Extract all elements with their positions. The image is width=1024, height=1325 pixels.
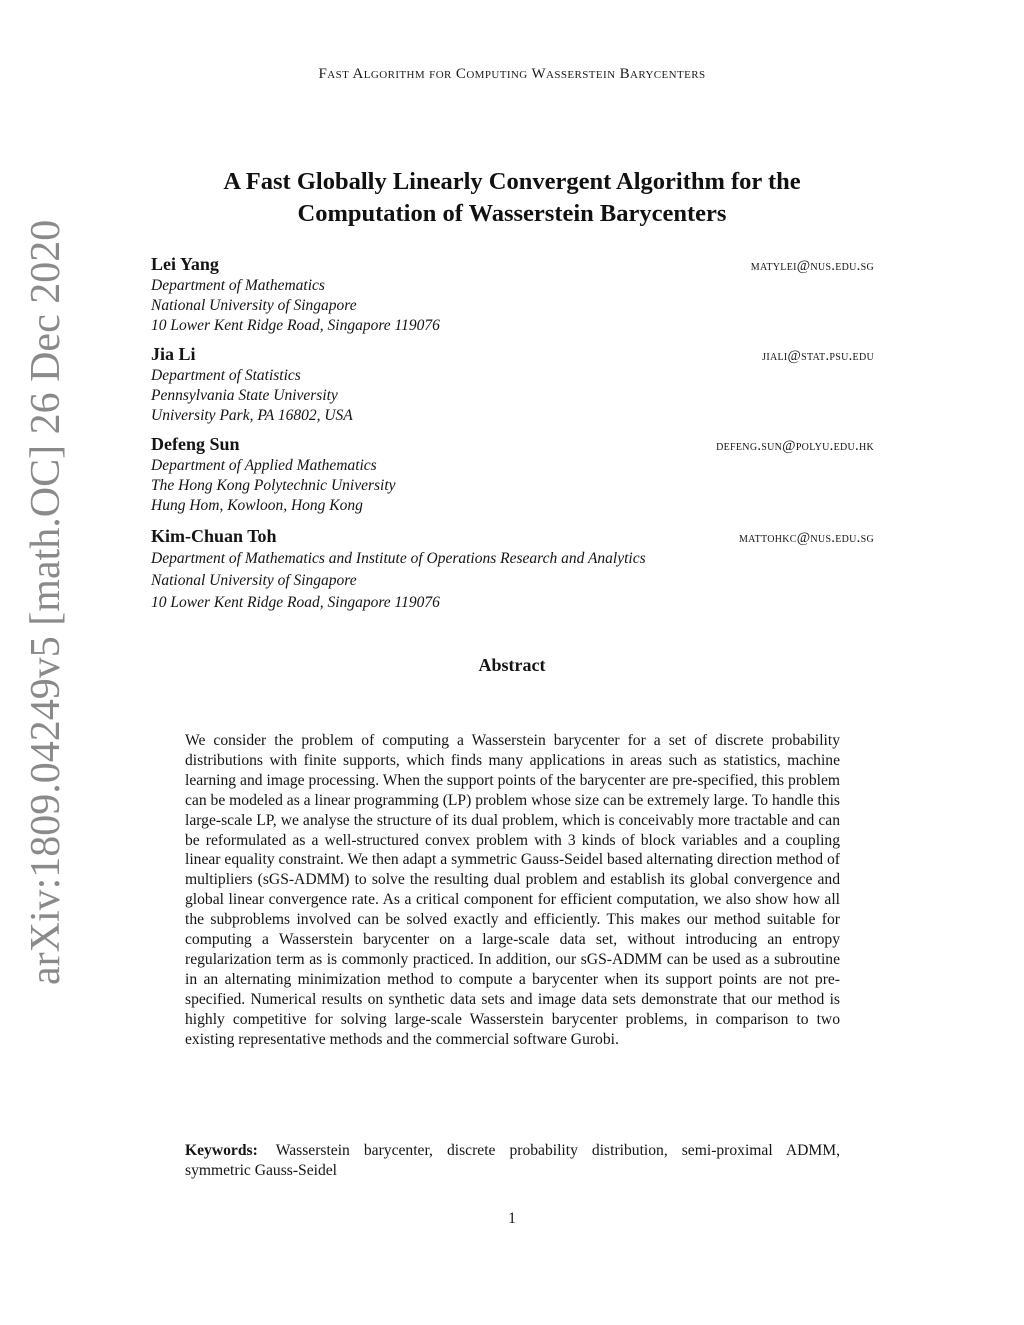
author-email[interactable]: matylei@nus.edu.sg [750,258,874,274]
author-block [151,254,874,336]
affiliation-line: Department of Mathematics and Institute of Operations Research and Analytics [151,550,646,567]
page-number: 1 [508,1210,516,1227]
keywords-label: Keywords: [185,1142,258,1159]
author-name: Kim-Chuan Toh [151,526,277,546]
arxiv-stamp: arXiv:1809.04249v5 [math.OC] 26 Dec 2020 [23,219,69,985]
author-name: Defeng Sun [151,434,240,454]
abstract-heading: Abstract [478,655,546,675]
author-block [151,434,874,516]
author-name: Jia Li [151,344,196,364]
affiliation-line: University Park, PA 16802, USA [151,407,353,424]
author-email[interactable]: mattohkc@nus.edu.sg [738,530,874,546]
author-email[interactable]: defeng.sun@polyu.edu.hk [716,438,874,454]
affiliation-line: National University of Singapore [151,572,357,589]
author-name: Lei Yang [151,254,219,274]
affiliation-line: 10 Lower Kent Ridge Road, Singapore 119076 [151,317,440,334]
affiliation-line: Department of Mathematics [151,277,325,294]
author-block [151,526,874,614]
affiliation-line: Department of Statistics [151,367,301,384]
author-block [151,344,874,426]
title-line-1: A Fast Globally Linearly Convergent Algorithm for the [223,168,801,195]
keywords-text: Wasserstein barycenter, discrete probability distribution, semi-proximal ADMM, symmetric Gauss-Seidel [185,1142,840,1179]
running-head: Fast Algorithm for Computing Wasserstein Barycenters [318,66,706,82]
keywords [185,1141,840,1181]
affiliation-line: The Hong Kong Polytechnic University [151,477,396,494]
affiliation-line: Hung Hom, Kowloon, Hong Kong [151,497,363,514]
author-email[interactable]: jiali@stat.psu.edu [762,348,874,364]
affiliation-line: National University of Singapore [151,297,357,314]
paper-title [150,166,874,230]
affiliation-line: Department of Applied Mathematics [151,457,377,474]
affiliation-line: Pennsylvania State University [151,387,338,404]
abstract-body: We consider the problem of computing a Wasserstein barycenter for a set of discrete probability distributions with finite supports, which finds many applications in areas such as statistics, machine learning and image processing. When the support points of the barycenter are pre-specified, this problem can be modeled as a linear programming (LP) problem whose size can be extremely large. To handle this large-scale LP, we analyse the structure of its dual problem, which is conceivably more tractable and can be reformulated as a well-structured convex problem with 3 kinds of block variables and a coupling linear equality constraint. We then adapt a symmetric Gauss-Seidel based alternating direction method of multipliers (sGS-ADMM) to solve the resulting dual problem and establish its global convergence and global linear convergence rate. As a critical component for efficient computation, we also show how all the subproblems involved can be solved exactly and efficiently. This makes our method suitable for computing a Wasserstein barycenter on a large-scale data set, without introducing an entropy regularization term as is commonly practiced. In addition, our sGS-ADMM can be used as a subroutine in an alternating minimization method to compute a barycenter when its support points are not pre-specified. Numerical results on synthetic data sets and image data sets demonstrate that our method is highly competitive for solving large-scale Wasserstein barycenter problems, in comparison to two existing representative methods and the commercial software Gurobi. [185,732,840,1048]
title-line-2: Computation of Wasserstein Barycenters [297,200,727,227]
affiliation-line: 10 Lower Kent Ridge Road, Singapore 119076 [151,594,440,611]
